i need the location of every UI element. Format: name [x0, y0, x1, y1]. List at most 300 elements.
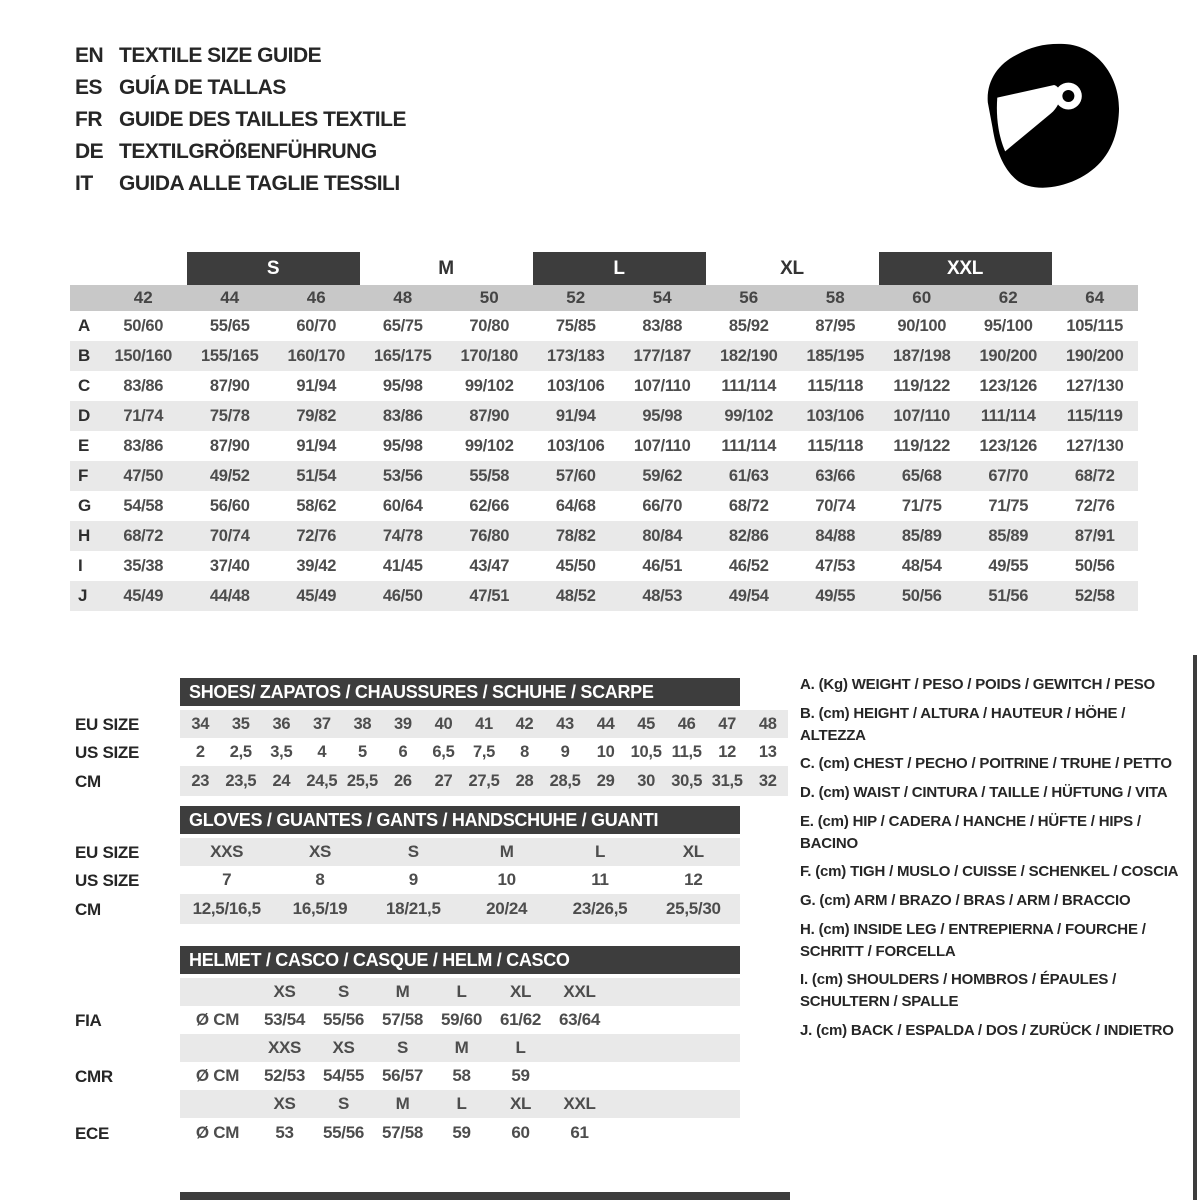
- shoe-eu-size: 40: [434, 714, 453, 733]
- gloves-us-size-label: US SIZE: [75, 871, 140, 890]
- helmet-size-label: S: [396, 1038, 409, 1057]
- shoe-us-size: 7,5: [472, 742, 496, 761]
- size-value: 173/183: [546, 346, 605, 365]
- size-value: 50/56: [1074, 556, 1115, 575]
- helmet-size-label: XXL: [563, 982, 596, 1001]
- measure-row-c: [70, 371, 1138, 401]
- size-value: 80/84: [642, 526, 683, 545]
- legend-item: E. (cm) HIP / CADERA / HANCHE / HÜFTE / HIPS / BACINO: [800, 812, 1141, 852]
- size-band-xxl: XXL: [879, 252, 1052, 285]
- language-code: DE: [75, 140, 104, 163]
- shoes-size-table: [75, 678, 790, 800]
- size-value: 68/72: [728, 496, 769, 515]
- shoe-us-size: 9: [560, 742, 570, 761]
- helmet-size-label: M: [454, 1038, 469, 1057]
- size-band-s: S: [187, 252, 360, 285]
- shoe-us-size: 8: [520, 742, 529, 761]
- size-value: 95/98: [382, 436, 423, 455]
- helmet-cm-value: 63/64: [558, 1010, 601, 1029]
- helmet-size-label: M: [395, 982, 410, 1001]
- size-value: 39/42: [296, 556, 337, 575]
- helmet-cm-value: 55/56: [322, 1123, 365, 1142]
- helmet-size-table: [75, 946, 790, 1156]
- size-value: 49/55: [815, 586, 856, 605]
- size-value: 66/70: [642, 496, 683, 515]
- racing-helmet-icon-svg: [972, 32, 1130, 198]
- helmet-cmr-label: CMR: [75, 1067, 113, 1086]
- size-value: 60/70: [296, 316, 337, 335]
- numeric-size: 54: [652, 288, 672, 307]
- size-value: 90/100: [897, 316, 947, 335]
- size-value: 53/56: [382, 466, 423, 485]
- row-letter: J: [78, 586, 88, 605]
- row-letter: A: [78, 316, 91, 335]
- glove-cm-value: 18/21,5: [386, 899, 441, 918]
- size-value: 75/78: [209, 406, 250, 425]
- shoe-cm-value: 30,5: [671, 771, 703, 790]
- size-value: 177/187: [633, 346, 692, 365]
- helmet-fia-sizes-row: [180, 978, 740, 1006]
- shoe-us-size: 11,5: [671, 742, 702, 761]
- size-value: 127/130: [1065, 436, 1124, 455]
- numeric-size: 56: [739, 288, 759, 307]
- size-value: 64/68: [555, 496, 596, 515]
- size-value: 50/60: [123, 316, 164, 335]
- size-value: 46/52: [728, 556, 769, 575]
- numeric-size: 42: [133, 288, 153, 307]
- size-value: 103/106: [546, 436, 605, 455]
- row-letter: G: [78, 496, 92, 515]
- size-value: 45/50: [555, 556, 596, 575]
- measure-row-i: [70, 551, 1138, 581]
- size-value: 99/102: [464, 376, 514, 395]
- size-value: 47/53: [815, 556, 856, 575]
- numeric-size: 52: [566, 288, 586, 307]
- size-value: 48/54: [901, 556, 942, 575]
- size-value: 49/52: [209, 466, 250, 485]
- size-value: 99/102: [464, 436, 514, 455]
- helmet-cm-value: 55/56: [322, 1010, 365, 1029]
- gloves-us-size-row: [180, 866, 740, 894]
- size-value: 62/66: [469, 496, 510, 515]
- shoe-cm-value: 27: [434, 771, 453, 790]
- size-value: 190/200: [1065, 346, 1124, 365]
- textile-size-table: [70, 252, 1138, 611]
- size-value: 71/74: [123, 406, 164, 425]
- shoe-us-size: 4: [317, 742, 327, 761]
- shoe-cm-value: 26: [394, 771, 412, 790]
- helmet-size-label: XS: [273, 1094, 296, 1113]
- legend-item: J. (cm) BACK / ESPALDA / DOS / ZURÜCK / INDIETRO: [800, 1021, 1174, 1039]
- size-band-m: M: [438, 257, 454, 279]
- shoe-us-size: 2: [195, 742, 205, 761]
- glove-us-size: 11: [591, 870, 609, 889]
- language-title: TEXTILE SIZE GUIDE: [119, 44, 322, 67]
- size-value: 91/94: [296, 376, 337, 395]
- language-code: IT: [75, 172, 93, 195]
- legend-item: H. (cm) INSIDE LEG / ENTREPIERNA / FOURCHE / SCHRITT / FORCELLA: [800, 920, 1146, 960]
- measurement-rows: [70, 311, 1138, 611]
- helmet-ece-sizes-row: [180, 1090, 740, 1118]
- shoes-cm-row: [180, 766, 788, 796]
- helmet-unit-label: Ø CM: [195, 1123, 240, 1142]
- measurement-legend: [800, 674, 1192, 1049]
- shoe-cm-value: 23,5: [225, 771, 257, 790]
- size-value: 55/58: [469, 466, 510, 485]
- helmet-size-label: XS: [332, 1038, 355, 1057]
- size-value: 65/75: [382, 316, 423, 335]
- helmet-size-label: S: [337, 982, 350, 1001]
- size-value: 82/86: [728, 526, 769, 545]
- helmet-size-label: L: [456, 1094, 467, 1113]
- helmet-fia-values-row: [180, 1006, 609, 1034]
- shoe-cm-value: 27,5: [468, 771, 500, 790]
- shoe-eu-size: 37: [312, 714, 331, 733]
- size-value: 46/51: [642, 556, 683, 575]
- helmet-cmr-sizes-row: [180, 1034, 740, 1062]
- shoe-cm-value: 29: [596, 771, 615, 790]
- size-value: 111/114: [721, 436, 777, 455]
- numeric-size: 44: [220, 288, 240, 307]
- size-value: 99/102: [724, 406, 774, 425]
- measure-row-h: [70, 521, 1138, 551]
- helmet-size-label: S: [337, 1094, 350, 1113]
- size-value: 85/89: [901, 526, 942, 545]
- right-edge-rule: [1193, 655, 1197, 1200]
- gloves-section-title: GLOVES / GUANTES / GANTS / HANDSCHUHE / GUANTI: [180, 806, 740, 834]
- measure-row-d: [70, 401, 1138, 431]
- row-letter: D: [78, 406, 91, 425]
- shoe-eu-size: 39: [394, 714, 412, 733]
- size-value: 51/54: [296, 466, 337, 485]
- row-letter: B: [78, 346, 91, 365]
- size-value: 54/58: [123, 496, 164, 515]
- size-value: 52/58: [1074, 586, 1115, 605]
- measure-row-g: [70, 491, 1138, 521]
- gloves-cm-label: CM: [75, 900, 101, 919]
- size-value: 48/53: [642, 586, 683, 605]
- language-row: [75, 168, 406, 200]
- size-value: 160/170: [287, 346, 346, 365]
- language-row: [75, 104, 406, 136]
- size-value: 70/74: [815, 496, 856, 515]
- size-value: 87/90: [209, 376, 250, 395]
- language-row: [75, 72, 406, 104]
- language-row: [75, 136, 406, 168]
- size-value: 107/110: [633, 436, 691, 455]
- shoe-cm-value: 31,5: [711, 771, 743, 790]
- size-value: 83/86: [382, 406, 423, 425]
- helmet-ece-label: ECE: [75, 1124, 110, 1143]
- glove-us-size: 12: [684, 870, 703, 889]
- row-letter: F: [78, 466, 89, 485]
- row-letter: I: [78, 556, 83, 575]
- glove-cm-value: 16,5/19: [292, 899, 348, 918]
- shoe-eu-size: 43: [556, 714, 574, 733]
- size-value: 68/72: [1074, 466, 1115, 485]
- size-value: 165/175: [373, 346, 432, 365]
- size-value: 45/49: [296, 586, 337, 605]
- row-letter: C: [78, 376, 91, 395]
- shoe-eu-size: 35: [231, 714, 250, 733]
- glove-cm-value: 20/24: [486, 899, 528, 918]
- shoes-us-size-row: [180, 738, 788, 766]
- helmet-cm-value: 57/58: [381, 1123, 424, 1142]
- size-value: 95/100: [983, 316, 1033, 335]
- row-letter: H: [78, 526, 91, 545]
- helmet-cmr-values-row: [180, 1062, 609, 1090]
- gloves-size-table: [75, 806, 790, 928]
- size-value: 87/90: [209, 436, 250, 455]
- shoe-cm-value: 25,5: [346, 771, 378, 790]
- size-value: 63/66: [815, 466, 856, 485]
- size-value: 95/98: [382, 376, 423, 395]
- helmet-cm-value: 59/60: [440, 1010, 483, 1029]
- numeric-size: 62: [998, 288, 1018, 307]
- shoe-us-size: 10,5: [630, 742, 662, 761]
- size-value: 87/95: [815, 316, 856, 335]
- helmet-unit-label: Ø CM: [195, 1066, 240, 1085]
- size-value: 57/60: [555, 466, 596, 485]
- glove-cm-value: 25,5/30: [666, 899, 721, 918]
- shoe-eu-size: 41: [475, 714, 493, 733]
- glove-eu-size: XL: [682, 842, 704, 861]
- size-value: 51/56: [988, 586, 1029, 605]
- helmet-size-label: XXL: [563, 1094, 596, 1113]
- size-value: 83/88: [642, 316, 683, 335]
- shoe-us-size: 6: [398, 742, 408, 761]
- size-value: 190/200: [979, 346, 1038, 365]
- shoe-eu-size: 36: [272, 714, 291, 733]
- helmet-cm-value: 54/55: [322, 1066, 365, 1085]
- legend-item: G. (cm) ARM / BRAZO / BRAS / ARM / BRACCIO: [800, 892, 1131, 909]
- shoe-us-size: 3,5: [270, 742, 293, 761]
- helmet-cm-value: 60: [511, 1123, 530, 1142]
- shoe-eu-size: 46: [677, 714, 696, 733]
- helmet-cm-value: 53: [275, 1123, 294, 1142]
- size-band-row: [70, 252, 1138, 285]
- shoe-eu-size: 47: [718, 714, 737, 733]
- language-title: GUIDE DES TAILLES TEXTILE: [119, 108, 406, 131]
- glove-eu-size: XS: [308, 842, 332, 861]
- size-value: 150/160: [114, 346, 173, 365]
- size-value: 43/47: [469, 556, 510, 575]
- shoe-us-size: 6,5: [432, 742, 455, 761]
- size-value: 58/62: [296, 496, 337, 515]
- size-value: 70/80: [469, 316, 510, 335]
- glove-eu-size: M: [499, 842, 514, 861]
- size-value: 103/106: [546, 376, 605, 395]
- size-value: 61/63: [728, 466, 769, 485]
- size-value: 119/122: [893, 436, 951, 455]
- glove-eu-size: S: [407, 842, 419, 861]
- size-value: 55/65: [209, 316, 250, 335]
- language-title: GUIDA ALLE TAGLIE TESSILI: [119, 172, 400, 195]
- gloves-cm-row: [180, 894, 740, 924]
- shoe-eu-size: 34: [191, 714, 210, 733]
- helmet-cm-value: 58: [452, 1066, 471, 1085]
- size-value: 111/114: [980, 406, 1036, 425]
- size-value: 47/51: [469, 586, 510, 605]
- helmet-cm-value: 57/58: [381, 1010, 424, 1029]
- helmet-cm-value: 52/53: [263, 1066, 306, 1085]
- size-value: 44/48: [209, 586, 250, 605]
- size-value: 72/76: [296, 526, 337, 545]
- helmet-size-label: XS: [273, 982, 296, 1001]
- shoes-eu-size-row: [180, 710, 788, 738]
- size-value: 91/94: [296, 436, 337, 455]
- shoe-us-size: 2,5: [229, 742, 252, 761]
- size-band-l: L: [533, 252, 706, 285]
- size-value: 45/49: [123, 586, 164, 605]
- numeric-size: 60: [912, 288, 932, 307]
- shoes-cm-label: CM: [75, 772, 101, 791]
- shoe-eu-size: 45: [637, 714, 655, 733]
- size-value: 72/76: [1074, 496, 1115, 515]
- numeric-size: 64: [1085, 288, 1105, 307]
- measure-row-f: [70, 461, 1138, 491]
- size-value: 76/80: [469, 526, 510, 545]
- legend-item: F. (cm) TIGH / MUSLO / CUISSE / SCHENKEL / COSCIA: [800, 863, 1179, 881]
- language-code: FR: [75, 108, 102, 131]
- size-value: 67/70: [988, 466, 1029, 485]
- shoe-cm-value: 24: [272, 771, 291, 790]
- size-value: 85/92: [728, 316, 769, 335]
- shoe-us-size: 5: [357, 742, 367, 761]
- helmet-unit-label: Ø CM: [195, 1010, 240, 1029]
- shoes-eu-size-label: EU SIZE: [75, 715, 140, 734]
- size-value: 185/195: [806, 346, 865, 365]
- legend-item: A. (Kg) WEIGHT / PESO / POIDS / GEWITCH / PESO: [800, 676, 1155, 693]
- helmet-cm-value: 61/62: [499, 1010, 542, 1029]
- measure-row-j: [70, 581, 1138, 611]
- size-value: 48/52: [555, 586, 596, 605]
- shoe-cm-value: 23: [191, 771, 210, 790]
- size-value: 84/88: [815, 526, 856, 545]
- size-value: 37/40: [209, 556, 250, 575]
- size-value: 170/180: [460, 346, 519, 365]
- size-value: 103/106: [806, 406, 865, 425]
- glove-us-size: 10: [497, 870, 516, 889]
- helmet-size-label: XL: [509, 1094, 532, 1113]
- size-value: 56/60: [209, 496, 250, 515]
- size-value: 187/198: [892, 346, 951, 365]
- size-value: 50/56: [901, 586, 942, 605]
- shoe-eu-size: 42: [515, 714, 534, 733]
- size-value: 60/64: [382, 496, 423, 515]
- shoe-us-size: 10: [596, 742, 615, 761]
- size-value: 65/68: [901, 466, 942, 485]
- measure-row-b: [70, 341, 1138, 371]
- numeric-size-row: [70, 285, 1138, 311]
- helmet-cm-value: 59: [511, 1066, 530, 1085]
- size-value: 71/75: [988, 496, 1029, 515]
- size-value: 83/86: [123, 376, 164, 395]
- size-value: 46/50: [382, 586, 423, 605]
- size-value: 83/86: [123, 436, 164, 455]
- shoes-section-title: SHOES/ ZAPATOS / CHAUSSURES / SCHUHE / SCARPE: [180, 678, 740, 706]
- gloves-eu-size-label: EU SIZE: [75, 843, 140, 862]
- size-value: 95/98: [642, 406, 683, 425]
- shoe-us-size: 13: [758, 742, 777, 761]
- shoe-eu-size: 38: [353, 714, 372, 733]
- glove-us-size: 7: [222, 870, 232, 889]
- glove-cm-value: 12,5/16,5: [192, 899, 261, 918]
- measure-row-e: [70, 431, 1138, 461]
- size-value: 91/94: [555, 406, 596, 425]
- helmet-section-title: HELMET / CASCO / CASQUE / HELM / CASCO: [180, 946, 740, 974]
- shoe-cm-value: 30: [637, 771, 655, 790]
- language-title-list: [75, 40, 406, 200]
- helmet-size-label: L: [456, 982, 467, 1001]
- size-value: 59/62: [642, 466, 683, 485]
- numeric-size: 50: [479, 288, 499, 307]
- shoe-cm-value: 32: [758, 771, 777, 790]
- bottom-cropped-band: [180, 1192, 790, 1200]
- helmet-cm-value: 61: [570, 1123, 589, 1142]
- size-value: 35/38: [123, 556, 164, 575]
- helmet-cm-value: 56/57: [381, 1066, 424, 1085]
- glove-us-size: 8: [315, 870, 325, 889]
- size-value: 68/72: [123, 526, 164, 545]
- helmet-cm-value: 59: [452, 1123, 471, 1142]
- racing-helmet-icon: [972, 32, 1130, 198]
- helmet-size-label: L: [515, 1038, 526, 1057]
- glove-cm-value: 23/26,5: [572, 899, 628, 918]
- helmet-cm-value: 53/54: [263, 1010, 306, 1029]
- size-value: 182/190: [719, 346, 778, 365]
- size-value: 111/114: [721, 376, 777, 395]
- legend-item: I. (cm) SHOULDERS / HOMBROS / ÉPAULES / SCHULTERN / SPALLE: [800, 971, 1117, 1010]
- shoe-cm-value: 28: [515, 771, 534, 790]
- legend-item: C. (cm) CHEST / PECHO / POITRINE / TRUHE / PETTO: [800, 755, 1172, 773]
- size-value: 115/118: [807, 376, 864, 395]
- numeric-size: 46: [306, 288, 326, 307]
- numeric-size: 58: [825, 288, 845, 307]
- size-value: 49/54: [728, 586, 769, 605]
- size-value: 115/119: [1066, 406, 1123, 425]
- helmet-ece-values-row: [180, 1118, 609, 1148]
- size-value: 87/91: [1074, 526, 1115, 545]
- language-code: ES: [75, 76, 103, 99]
- shoe-eu-size: 48: [758, 714, 777, 733]
- size-value: 107/110: [633, 376, 691, 395]
- size-value: 115/118: [807, 436, 864, 455]
- language-title: TEXTILGRÖßENFÜHRUNG: [119, 140, 377, 163]
- size-value: 41/45: [382, 556, 423, 575]
- shoe-cm-value: 24,5: [306, 771, 338, 790]
- size-value: 74/78: [382, 526, 423, 545]
- legend-item: B. (cm) HEIGHT / ALTURA / HAUTEUR / HÖHE / ALTEZZA: [800, 704, 1126, 744]
- glove-eu-size: XXS: [210, 842, 244, 861]
- shoes-us-size-label: US SIZE: [75, 743, 140, 762]
- size-value: 107/110: [893, 406, 951, 425]
- size-value: 49/55: [988, 556, 1029, 575]
- size-value: 123/126: [979, 376, 1038, 395]
- size-value: 75/85: [555, 316, 596, 335]
- gloves-eu-size-row: [180, 838, 740, 866]
- size-value: 127/130: [1065, 376, 1124, 395]
- helmet-fia-label: FIA: [75, 1011, 102, 1030]
- language-code: EN: [75, 44, 104, 67]
- size-value: 123/126: [979, 436, 1038, 455]
- size-value: 47/50: [123, 466, 164, 485]
- glove-eu-size: L: [594, 842, 606, 861]
- shoe-eu-size: 44: [596, 714, 615, 733]
- helmet-size-label: XXS: [267, 1038, 302, 1057]
- size-band-xl: XL: [780, 257, 804, 279]
- size-value: 71/75: [901, 496, 942, 515]
